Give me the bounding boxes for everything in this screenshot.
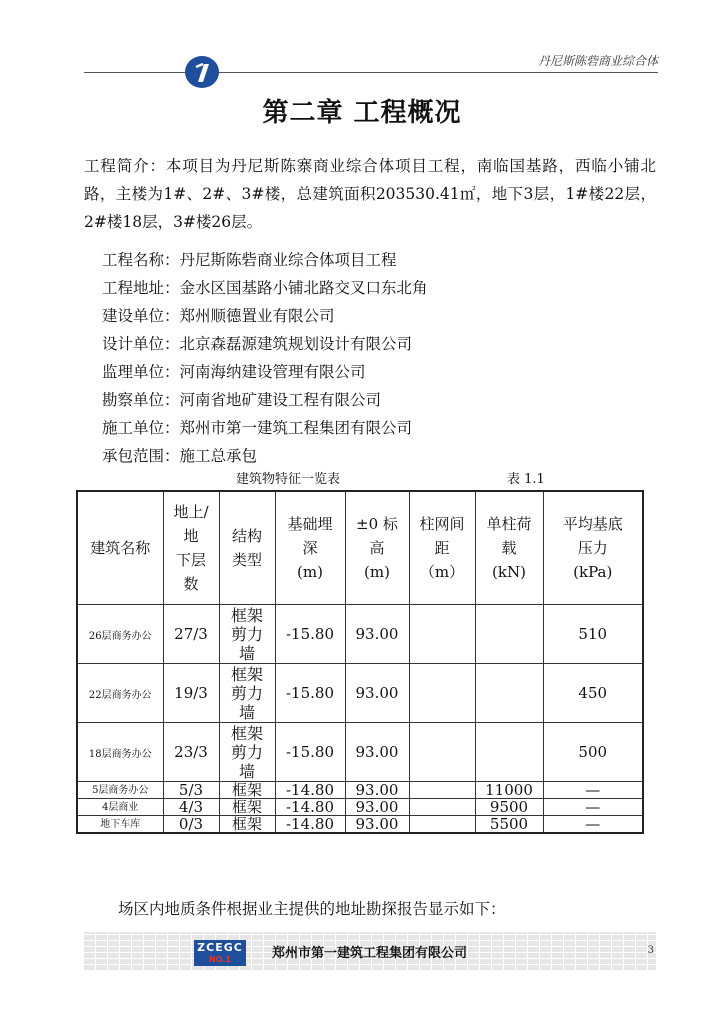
project-intro: 工程简介：本项目为丹尼斯陈寨商业综合体项目工程，南临国基路，西临小铺北路，主楼为1#、2#、3#楼，总建筑面积203530.41㎡，地下3层，1#楼22层，2#楼18层，3#楼26层。 (84, 157, 656, 231)
header-divider (84, 72, 658, 73)
footer-company-name: 郑州市第一建筑工程集团有限公司 (272, 946, 468, 961)
table-caption-title: 建筑物特征一览表 (236, 472, 341, 487)
info-contract-scope: 承包范围：施工总承包 (102, 447, 258, 465)
info-designer: 设计单位：北京森磊源建筑规划设计有限公司 (102, 335, 413, 353)
info-surveyor: 勘察单位：河南省地矿建设工程有限公司 (102, 391, 382, 409)
info-project-address: 工程地址：金水区国基路小铺北路交叉口东北角 (102, 279, 428, 297)
col-header-structure: 结构 类型 (219, 491, 275, 605)
header-project-name: 丹尼斯陈砦商业综合体 (537, 54, 658, 68)
info-project-name: 工程名称：丹尼斯陈砦商业综合体项目工程 (102, 251, 397, 269)
col-header-name: 建筑名称 (77, 491, 163, 605)
info-owner: 建设单位：郑州顺德置业有限公司 (102, 307, 335, 325)
col-header-load: 单柱荷 载 (kN) (475, 491, 543, 605)
table-row: 地下车库 0/3 框架 -14.80 93.00 5500 — (77, 816, 643, 834)
table-header-row (77, 491, 643, 605)
company-logo-icon (184, 55, 220, 89)
page-number: 3 (647, 945, 654, 956)
col-header-elevation: ±0 标 高 (m) (345, 491, 409, 605)
col-header-grid: 柱网间 距 （m） (409, 491, 475, 605)
table-row: 26层商务办公 27/3 框架 剪力 墙 -15.80 93.00 510 (77, 605, 643, 664)
closing-paragraph: 场区内地质条件根据业主提供的地址勘探报告显示如下： (118, 900, 506, 918)
table-row: 22层商务办公 19/3 框架 剪力 墙 -15.80 93.00 450 (77, 664, 643, 723)
chapter-title: 第二章 工程概况 (262, 98, 462, 128)
footer-logo-text: ZCEGC (197, 941, 243, 954)
project-info-list (102, 246, 428, 470)
col-header-floors: 地上/ 地 下层 数 (163, 491, 219, 605)
table-caption-number: 表 1.1 (507, 472, 545, 487)
col-header-pressure: 平均基底 压力 (kPa) (543, 491, 643, 605)
footer-logo-sub: NO.1 (209, 955, 231, 964)
building-features-table (76, 490, 644, 834)
info-supervisor: 监理单位：河南海纳建设管理有限公司 (102, 363, 366, 381)
table-row: 18层商务办公 23/3 框架 剪力 墙 -15.80 93.00 500 (77, 723, 643, 782)
table-row: 5层商务办公 5/3 框架 -14.80 93.00 11000 — (77, 782, 643, 799)
col-header-depth: 基础埋 深 (m) (275, 491, 345, 605)
footer-logo (194, 940, 246, 966)
info-contractor: 施工单位：郑州市第一建筑工程集团有限公司 (102, 419, 413, 437)
table-row: 4层商业 4/3 框架 -14.80 93.00 9500 — (77, 799, 643, 816)
